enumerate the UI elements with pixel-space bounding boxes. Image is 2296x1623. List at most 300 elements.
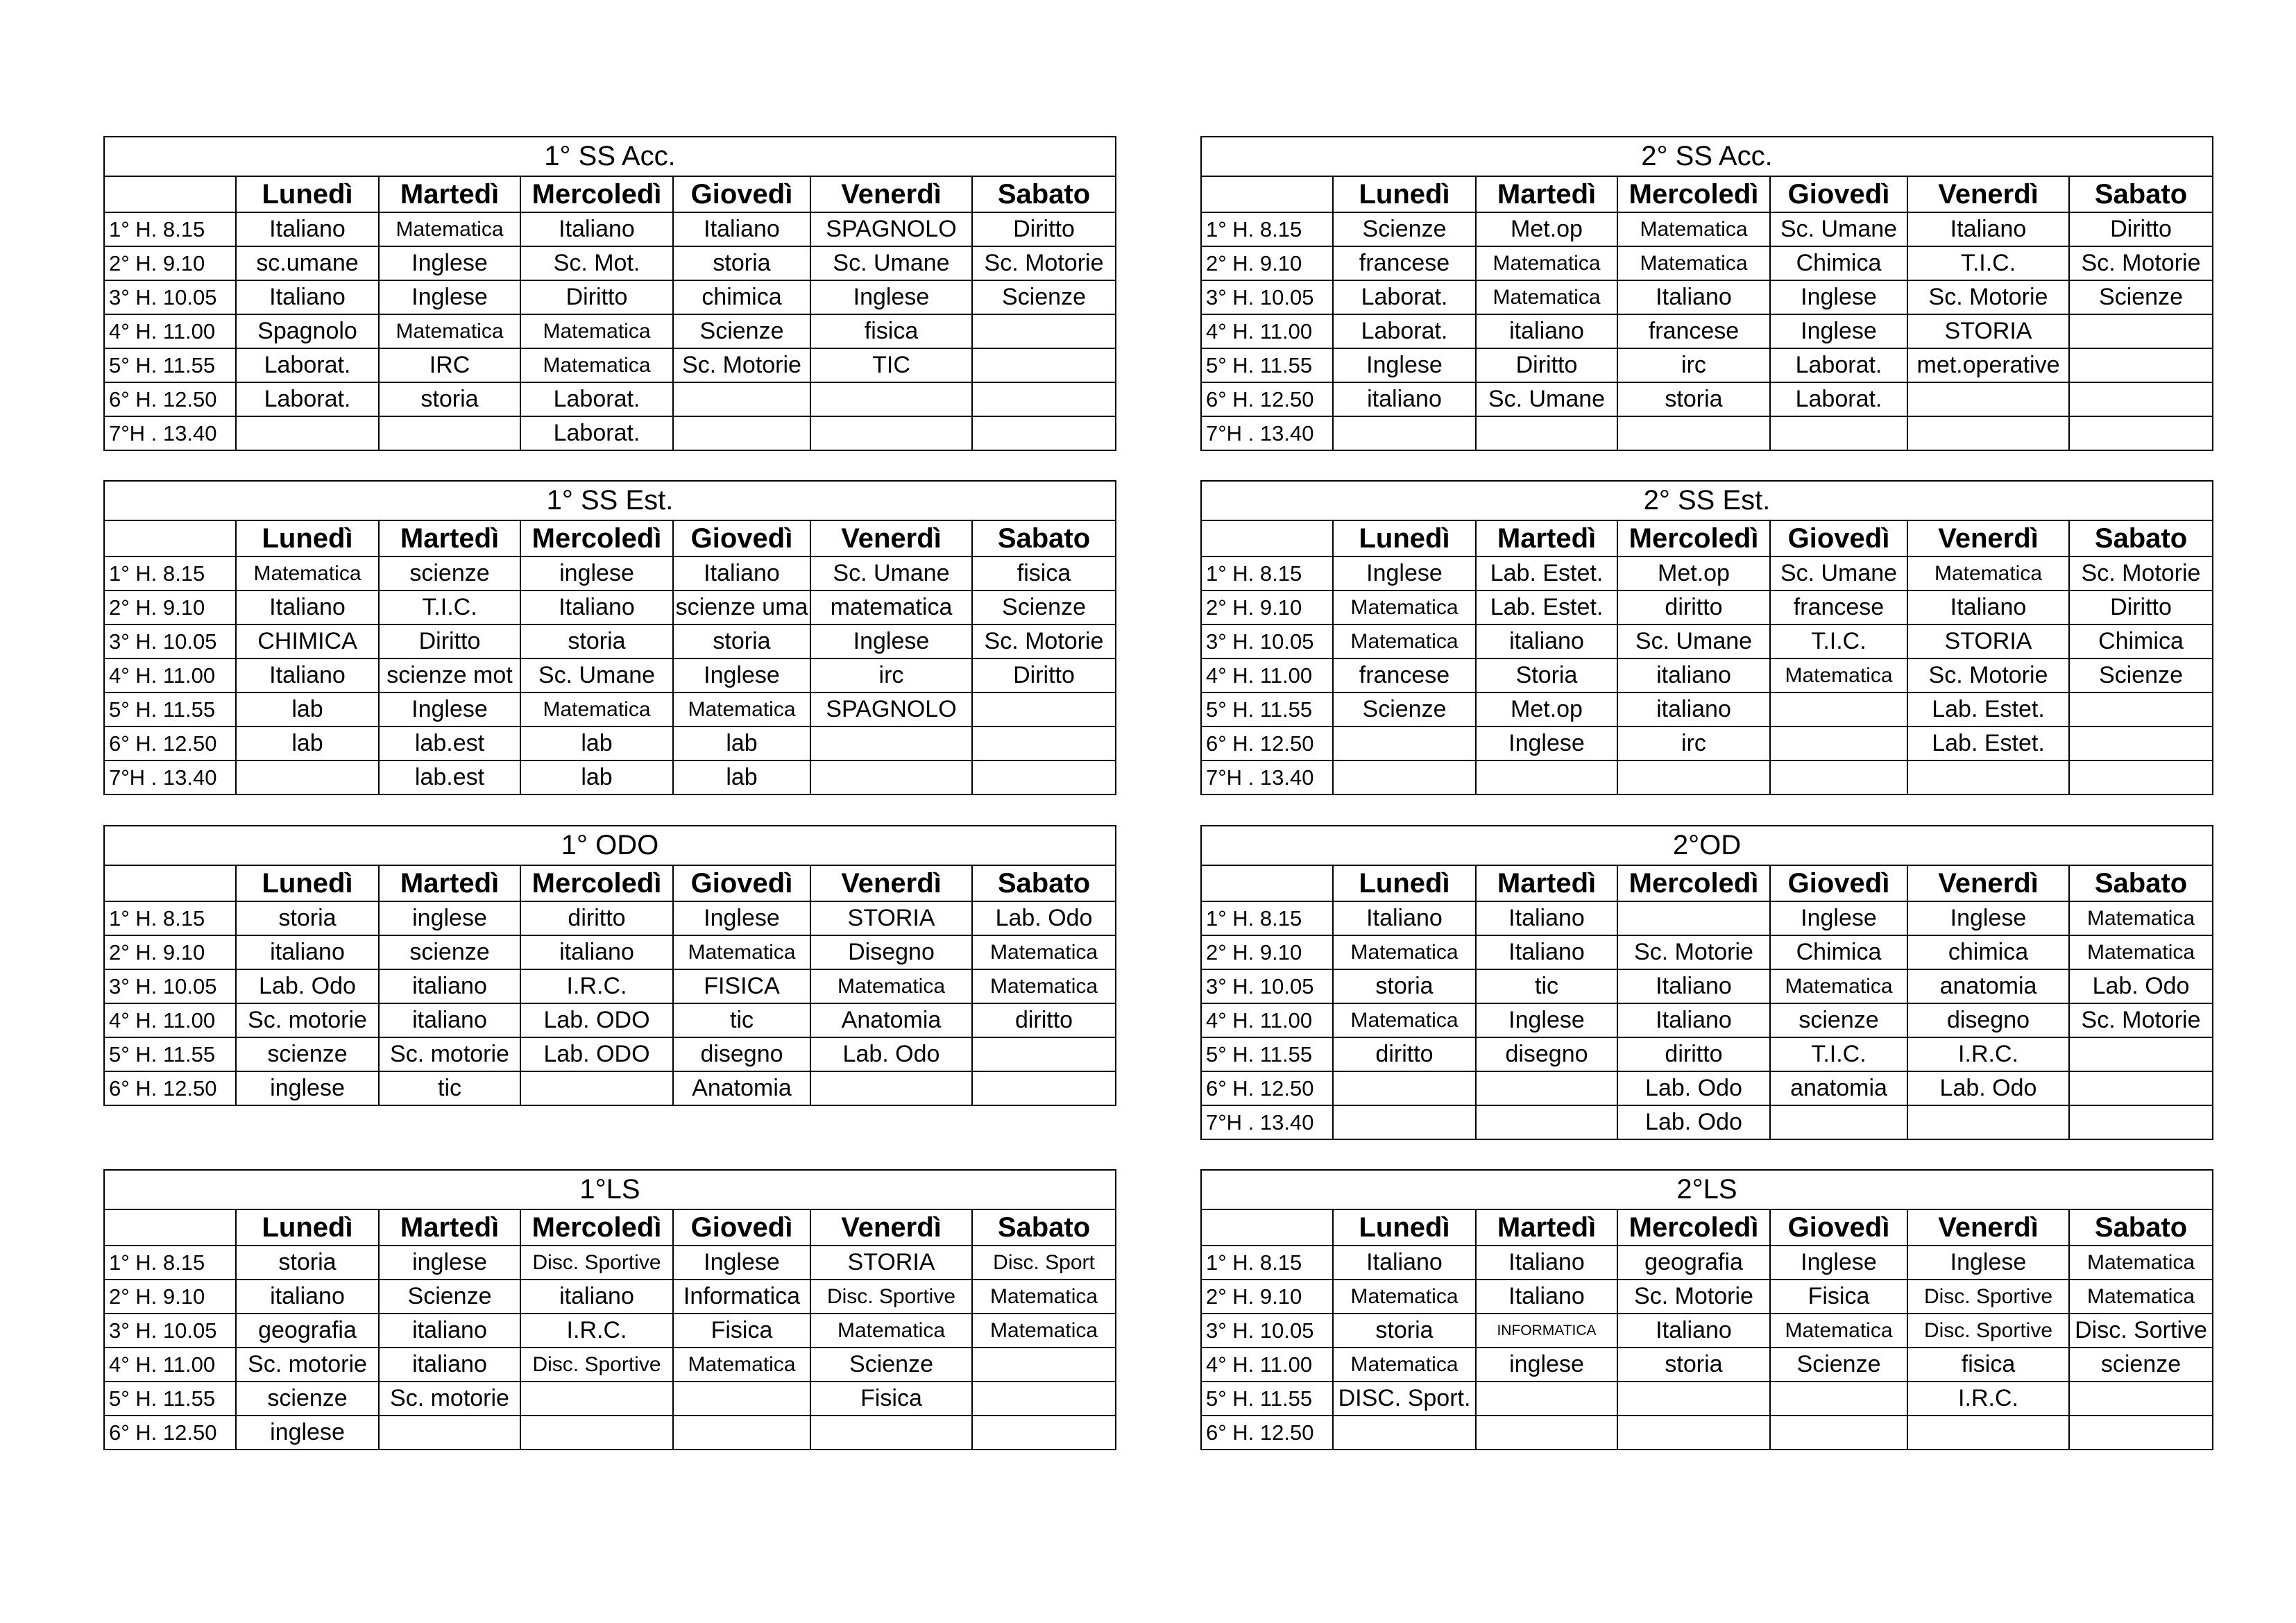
subject-cell: Sc. Umane — [520, 658, 673, 692]
subject-cell — [1770, 1105, 1907, 1139]
time-slot: 5° H. 11.55 — [104, 692, 236, 726]
table-row — [104, 382, 1116, 416]
day-header: Giovedì — [1770, 520, 1907, 556]
subject-cell: diritto — [520, 901, 673, 935]
subject-cell: italiano — [1617, 692, 1770, 726]
time-slot: 4° H. 11.00 — [1201, 658, 1333, 692]
subject-cell: anatomia — [1770, 1071, 1907, 1105]
time-slot: 4° H. 11.00 — [1201, 314, 1333, 348]
time-slot: 2° H. 9.10 — [104, 935, 236, 969]
subject-cell — [810, 760, 972, 794]
timetable-1-odo — [103, 825, 1115, 1106]
subject-cell: Chimica — [2069, 624, 2213, 658]
subject-cell — [1476, 760, 1617, 794]
table-row — [104, 1416, 1116, 1450]
subject-cell: Italiano — [1333, 1246, 1476, 1280]
table-row — [1201, 1416, 2213, 1450]
subject-cell: scienze — [379, 556, 520, 590]
table-row — [104, 1348, 1116, 1382]
table-row — [1201, 624, 2213, 658]
subject-cell: Matematica — [1907, 556, 2069, 590]
timetable-grid — [1200, 825, 2213, 1140]
subject-cell: I.R.C. — [520, 1314, 673, 1348]
subject-cell — [972, 348, 1116, 382]
day-header: Mercoledì — [520, 176, 673, 212]
subject-cell: Met.op — [1617, 556, 1770, 590]
subject-cell: irc — [1617, 348, 1770, 382]
subject-cell: inglese — [1476, 1348, 1617, 1382]
subject-cell: Sc. Motorie — [1907, 280, 2069, 314]
subject-cell: Sc. Umane — [1476, 382, 1617, 416]
table-row — [1201, 1037, 2213, 1071]
time-slot: 7°H . 13.40 — [104, 416, 236, 450]
time-slot: 5° H. 11.55 — [1201, 692, 1333, 726]
subject-cell: Laborat. — [1333, 280, 1476, 314]
subject-cell: Scienze — [2069, 658, 2213, 692]
subject-cell — [379, 1416, 520, 1450]
subject-cell: sc.umane — [236, 246, 379, 280]
subject-cell: Met.op — [1476, 692, 1617, 726]
timetable-grid — [1200, 480, 2213, 795]
subject-cell: diritto — [1617, 1037, 1770, 1071]
subject-cell: Matematica — [810, 969, 972, 1003]
subject-cell: Matematica — [520, 692, 673, 726]
table-row — [104, 624, 1116, 658]
time-slot: 3° H. 10.05 — [1201, 969, 1333, 1003]
subject-cell: Matematica — [2069, 901, 2213, 935]
subject-cell: lab — [520, 760, 673, 794]
time-slot: 2° H. 9.10 — [1201, 590, 1333, 624]
time-header-cell — [1201, 865, 1333, 901]
subject-cell: FISICA — [673, 969, 810, 1003]
subject-cell: Inglese — [1770, 901, 1907, 935]
table-row — [104, 556, 1116, 590]
subject-cell: Inglese — [1770, 280, 1907, 314]
day-header: Lunedì — [236, 176, 379, 212]
subject-cell: Lab. ODO — [520, 1037, 673, 1071]
subject-cell: lab — [673, 726, 810, 760]
subject-cell: Italiano — [1907, 590, 2069, 624]
table-row — [104, 760, 1116, 794]
subject-cell: I.R.C. — [520, 969, 673, 1003]
time-slot: 1° H. 8.15 — [1201, 1246, 1333, 1280]
subject-cell: Laborat. — [1770, 382, 1907, 416]
subject-cell: Inglese — [1333, 556, 1476, 590]
subject-cell: Inglese — [379, 280, 520, 314]
subject-cell: italiano — [520, 1280, 673, 1314]
table-row — [1201, 1382, 2213, 1416]
subject-cell: Inglese — [1333, 348, 1476, 382]
subject-cell: Italiano — [1476, 1280, 1617, 1314]
subject-cell: Lab. Odo — [1617, 1105, 1770, 1139]
subject-cell: inglese — [236, 1071, 379, 1105]
table-row — [1201, 760, 2213, 794]
subject-cell — [972, 416, 1116, 450]
time-header-cell — [104, 176, 236, 212]
subject-cell: Disc. Sportive — [1907, 1280, 2069, 1314]
table-row — [104, 348, 1116, 382]
subject-cell: geografia — [1617, 1246, 1770, 1280]
time-slot: 6° H. 12.50 — [1201, 1416, 1333, 1450]
time-slot: 3° H. 10.05 — [1201, 624, 1333, 658]
subject-cell: Inglese — [810, 624, 972, 658]
subject-cell: Lab. Odo — [2069, 969, 2213, 1003]
subject-cell: disegno — [1907, 1003, 2069, 1037]
subject-cell: Matematica — [236, 556, 379, 590]
subject-cell: Laborat. — [236, 382, 379, 416]
subject-cell: Matematica — [972, 935, 1116, 969]
subject-cell: T.I.C. — [1770, 1037, 1907, 1071]
subject-cell: Matematica — [1333, 935, 1476, 969]
table-row — [104, 416, 1116, 450]
subject-cell: Laborat. — [1770, 348, 1907, 382]
timetable-2-ss-acc — [1200, 136, 2212, 451]
subject-cell: Matematica — [1770, 969, 1907, 1003]
subject-cell: Diritto — [972, 658, 1116, 692]
subject-cell: Inglese — [379, 692, 520, 726]
day-header: Sabato — [972, 865, 1116, 901]
table-row — [1201, 1348, 2213, 1382]
subject-cell: italiano — [1476, 624, 1617, 658]
day-header: Sabato — [972, 520, 1116, 556]
subject-cell: italiano — [520, 935, 673, 969]
subject-cell — [2069, 382, 2213, 416]
subject-cell: irc — [810, 658, 972, 692]
subject-cell: Scienze — [972, 590, 1116, 624]
subject-cell — [236, 760, 379, 794]
subject-cell: Inglese — [1907, 1246, 2069, 1280]
table-row — [104, 1003, 1116, 1037]
subject-cell: Lab. Estet. — [1476, 590, 1617, 624]
day-header: Sabato — [2069, 865, 2213, 901]
subject-cell: scienze — [379, 935, 520, 969]
subject-cell: italiano — [1476, 314, 1617, 348]
subject-cell: Lab. ODO — [520, 1003, 673, 1037]
day-header: Lunedì — [1333, 865, 1476, 901]
subject-cell — [810, 726, 972, 760]
timetable-1-ss-est — [103, 480, 1115, 795]
day-header: Mercoledì — [520, 520, 673, 556]
day-header: Martedì — [379, 520, 520, 556]
table-row — [104, 314, 1116, 348]
subject-cell: SPAGNOLO — [810, 692, 972, 726]
subject-cell: Scienze — [1333, 692, 1476, 726]
subject-cell: Matematica — [2069, 935, 2213, 969]
day-header: Venerdì — [1907, 1209, 2069, 1246]
subject-cell: Sc. motorie — [236, 1348, 379, 1382]
day-header: Giovedì — [673, 176, 810, 212]
subject-cell: italiano — [1617, 658, 1770, 692]
subject-cell: storia — [1333, 969, 1476, 1003]
day-header: Sabato — [2069, 1209, 2213, 1246]
subject-cell: Fisica — [673, 1314, 810, 1348]
table-row — [1201, 314, 2213, 348]
subject-cell: Disc. Sportive — [1907, 1314, 2069, 1348]
subject-cell: francese — [1770, 590, 1907, 624]
day-header: Lunedì — [1333, 176, 1476, 212]
subject-cell: inglese — [520, 556, 673, 590]
time-slot: 4° H. 11.00 — [104, 1003, 236, 1037]
table-row — [1201, 935, 2213, 969]
subject-cell: Disc. Sportive — [520, 1246, 673, 1280]
subject-cell — [1617, 901, 1770, 935]
subject-cell — [673, 1416, 810, 1450]
subject-cell: Sc. Umane — [810, 556, 972, 590]
time-slot: 6° H. 12.50 — [1201, 1071, 1333, 1105]
subject-cell: Fisica — [1770, 1280, 1907, 1314]
time-slot: 2° H. 9.10 — [1201, 246, 1333, 280]
subject-cell: anatomia — [1907, 969, 2069, 1003]
time-slot: 1° H. 8.15 — [1201, 556, 1333, 590]
subject-cell: Scienze — [2069, 280, 2213, 314]
subject-cell: Matematica — [2069, 1280, 2213, 1314]
subject-cell: storia — [1617, 1348, 1770, 1382]
subject-cell: Matematica — [673, 692, 810, 726]
subject-cell: scienze — [2069, 1348, 2213, 1382]
time-slot: 5° H. 11.55 — [104, 1382, 236, 1416]
subject-cell — [1333, 1416, 1476, 1450]
subject-cell: Matematica — [2069, 1246, 2213, 1280]
subject-cell: I.R.C. — [1907, 1037, 2069, 1071]
subject-cell: Sc. Motorie — [1617, 935, 1770, 969]
time-slot: 5° H. 11.55 — [104, 348, 236, 382]
subject-cell: Sc. Motorie — [972, 246, 1116, 280]
subject-cell: diritto — [972, 1003, 1116, 1037]
day-header: Martedì — [1476, 1209, 1617, 1246]
subject-cell: Matematica — [673, 935, 810, 969]
subject-cell — [673, 382, 810, 416]
subject-cell: storia — [1333, 1314, 1476, 1348]
table-row — [104, 1246, 1116, 1280]
subject-cell: diritto — [1617, 590, 1770, 624]
subject-cell: Laborat. — [520, 382, 673, 416]
table-row — [1201, 901, 2213, 935]
time-slot: 4° H. 11.00 — [104, 1348, 236, 1382]
time-slot: 2° H. 9.10 — [104, 1280, 236, 1314]
subject-cell: INFORMATICA — [1476, 1314, 1617, 1348]
table-row — [104, 969, 1116, 1003]
day-header: Lunedì — [1333, 1209, 1476, 1246]
subject-cell: Matematica — [520, 314, 673, 348]
subject-cell: Italiano — [673, 556, 810, 590]
subject-cell: T.I.C. — [379, 590, 520, 624]
time-slot: 1° H. 8.15 — [104, 901, 236, 935]
subject-cell: Scienze — [673, 314, 810, 348]
subject-cell: inglese — [379, 901, 520, 935]
table-row — [104, 1071, 1116, 1105]
subject-cell: Disc. Sportive — [520, 1348, 673, 1382]
subject-cell: STORIA — [1907, 624, 2069, 658]
time-slot: 3° H. 10.05 — [104, 624, 236, 658]
subject-cell: Sc. Motorie — [1617, 1280, 1770, 1314]
subject-cell: Matematica — [379, 314, 520, 348]
day-header: Giovedì — [673, 865, 810, 901]
day-header: Venerdì — [810, 176, 972, 212]
day-header: Venerdì — [810, 1209, 972, 1246]
timetable-1-ls — [103, 1169, 1115, 1450]
subject-cell — [972, 1416, 1116, 1450]
subject-cell: Matematica — [1476, 246, 1617, 280]
subject-cell — [1617, 1416, 1770, 1450]
subject-cell: Inglese — [810, 280, 972, 314]
subject-cell: Diritto — [2069, 212, 2213, 246]
subject-cell: Italiano — [1476, 1246, 1617, 1280]
subject-cell: Lab. Estet. — [1907, 726, 2069, 760]
time-header-cell — [104, 520, 236, 556]
subject-cell: Inglese — [1770, 314, 1907, 348]
time-slot: 1° H. 8.15 — [104, 1246, 236, 1280]
subject-cell: Matematica — [810, 1314, 972, 1348]
day-header: Lunedì — [236, 520, 379, 556]
day-header: Lunedì — [236, 865, 379, 901]
day-header: Mercoledì — [1617, 520, 1770, 556]
time-slot: 4° H. 11.00 — [1201, 1348, 1333, 1382]
subject-cell — [2069, 1382, 2213, 1416]
timetable-title: 1° ODO — [104, 826, 1116, 865]
subject-cell — [520, 1071, 673, 1105]
table-row — [104, 280, 1116, 314]
subject-cell: Inglese — [673, 901, 810, 935]
subject-cell: Disegno — [810, 935, 972, 969]
day-header: Martedì — [1476, 865, 1617, 901]
table-row — [1201, 1105, 2213, 1139]
subject-cell: Matematica — [972, 1280, 1116, 1314]
time-slot: 3° H. 10.05 — [104, 1314, 236, 1348]
subject-cell — [1333, 726, 1476, 760]
subject-cell — [1907, 416, 2069, 450]
subject-cell: Sc. Motorie — [972, 624, 1116, 658]
subject-cell — [673, 416, 810, 450]
subject-cell: Fisica — [810, 1382, 972, 1416]
subject-cell: Anatomia — [673, 1071, 810, 1105]
subject-cell — [2069, 760, 2213, 794]
day-header: Lunedì — [1333, 520, 1476, 556]
subject-cell — [810, 382, 972, 416]
table-row — [1201, 726, 2213, 760]
subject-cell — [1476, 1071, 1617, 1105]
timetable-2-ls — [1200, 1169, 2212, 1450]
subject-cell: Matematica — [1770, 658, 1907, 692]
time-slot: 4° H. 11.00 — [104, 314, 236, 348]
subject-cell — [1770, 692, 1907, 726]
table-row — [1201, 969, 2213, 1003]
time-slot: 1° H. 8.15 — [104, 556, 236, 590]
subject-cell — [1333, 760, 1476, 794]
subject-cell — [673, 1382, 810, 1416]
subject-cell: Lab. Odo — [236, 969, 379, 1003]
subject-cell: fisica — [972, 556, 1116, 590]
table-row — [104, 212, 1116, 246]
day-header: Venerdì — [1907, 865, 2069, 901]
subject-cell: tic — [673, 1003, 810, 1037]
time-slot: 2° H. 9.10 — [104, 246, 236, 280]
time-slot: 6° H. 12.50 — [104, 1416, 236, 1450]
time-slot: 3° H. 10.05 — [1201, 1314, 1333, 1348]
subject-cell — [379, 416, 520, 450]
subject-cell: Anatomia — [810, 1003, 972, 1037]
subject-cell: Matematica — [1617, 246, 1770, 280]
day-header: Mercoledì — [1617, 176, 1770, 212]
time-header-cell — [1201, 520, 1333, 556]
table-row — [104, 1037, 1116, 1071]
subject-cell: storia — [379, 382, 520, 416]
subject-cell: Matematica — [1333, 624, 1476, 658]
timetable-2-od — [1200, 825, 2212, 1140]
subject-cell: Matematica — [1333, 590, 1476, 624]
subject-cell: fisica — [1907, 1348, 2069, 1382]
subject-cell — [1333, 1105, 1476, 1139]
timetable-title: 1° SS Est. — [104, 481, 1116, 520]
subject-cell: CHIMICA — [236, 624, 379, 658]
subject-cell: Matematica — [1617, 212, 1770, 246]
day-header: Martedì — [379, 1209, 520, 1246]
time-slot: 2° H. 9.10 — [1201, 1280, 1333, 1314]
day-header: Martedì — [379, 176, 520, 212]
subject-cell: Disc. Sportive — [810, 1280, 972, 1314]
subject-cell — [2069, 1037, 2213, 1071]
subject-cell: Scienze — [1333, 212, 1476, 246]
subject-cell: Sc. Umane — [1617, 624, 1770, 658]
day-header: Giovedì — [1770, 865, 1907, 901]
subject-cell: IRC — [379, 348, 520, 382]
subject-cell: scienze mot — [379, 658, 520, 692]
table-row — [104, 901, 1116, 935]
timetable-grid — [1200, 1169, 2213, 1450]
subject-cell — [2069, 1416, 2213, 1450]
subject-cell: Lab. Odo — [1907, 1071, 2069, 1105]
subject-cell: Laborat. — [520, 416, 673, 450]
timetable-title: 1° SS Acc. — [104, 137, 1116, 176]
timetable-grid — [103, 480, 1116, 795]
subject-cell: Italiano — [1476, 901, 1617, 935]
subject-cell — [1476, 1105, 1617, 1139]
subject-cell: Matematica — [1476, 280, 1617, 314]
subject-cell: Italiano — [1476, 935, 1617, 969]
subject-cell — [2069, 348, 2213, 382]
subject-cell: Sc. Umane — [1770, 556, 1907, 590]
subject-cell: Matematica — [972, 1314, 1116, 1348]
subject-cell — [2069, 1105, 2213, 1139]
table-row — [104, 935, 1116, 969]
subject-cell: STORIA — [810, 1246, 972, 1280]
subject-cell: Inglese — [379, 246, 520, 280]
subject-cell: Disc. Sport — [972, 1246, 1116, 1280]
timetable-2-ss-est — [1200, 480, 2212, 795]
table-row — [1201, 1314, 2213, 1348]
subject-cell: irc — [1617, 726, 1770, 760]
subject-cell: fisica — [810, 314, 972, 348]
table-row — [1201, 1071, 2213, 1105]
subject-cell: matematica — [810, 590, 972, 624]
table-row — [104, 1314, 1116, 1348]
day-header: Giovedì — [673, 1209, 810, 1246]
subject-cell: Inglese — [673, 1246, 810, 1280]
table-row — [1201, 590, 2213, 624]
subject-cell — [1770, 1416, 1907, 1450]
time-slot: 1° H. 8.15 — [1201, 212, 1333, 246]
subject-cell: Matematica — [379, 212, 520, 246]
subject-cell: disegno — [673, 1037, 810, 1071]
subject-cell: Italiano — [1617, 280, 1770, 314]
subject-cell: STORIA — [810, 901, 972, 935]
day-header: Venerdì — [810, 865, 972, 901]
table-row — [1201, 1246, 2213, 1280]
subject-cell: Sc. Motorie — [673, 348, 810, 382]
subject-cell: scienze — [236, 1382, 379, 1416]
subject-cell: Italiano — [520, 590, 673, 624]
table-row — [1201, 246, 2213, 280]
subject-cell: Matematica — [1770, 1314, 1907, 1348]
